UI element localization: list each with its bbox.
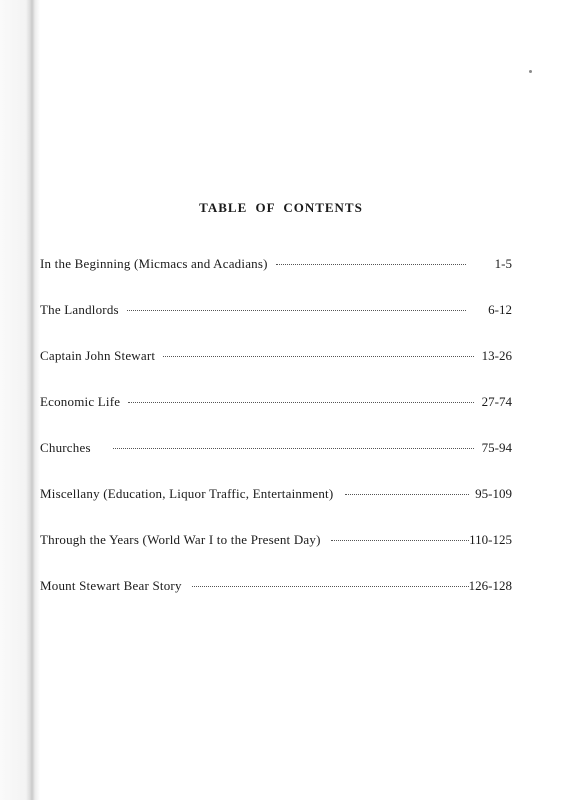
toc-entry-title: Captain John Stewart [40, 348, 156, 363]
toc-entry [40, 394, 512, 410]
dot-leader [113, 448, 474, 449]
toc-entry [40, 440, 512, 456]
scan-speck [529, 70, 532, 73]
toc-entry-pages: 95-109 [475, 486, 512, 501]
dot-leader [192, 586, 469, 587]
toc-entry-pages: 13-26 [481, 348, 512, 363]
toc-entry [40, 348, 512, 364]
dot-leader [276, 264, 466, 265]
toc-entry [40, 486, 512, 502]
toc-entry [40, 256, 512, 272]
toc-entry-pages: 1-5 [494, 256, 512, 271]
dot-leader [331, 540, 470, 541]
toc-entry-title: In the Beginning (Micmacs and Acadians) [40, 256, 268, 271]
toc-entry-pages: 6-12 [488, 302, 512, 317]
toc-entry-title: Churches [40, 440, 91, 455]
toc-entry-title: Economic Life [40, 394, 121, 409]
toc-entry-title: Miscellany (Education, Liquor Traffic, Entertainment) [40, 486, 334, 501]
dot-leader [163, 356, 474, 357]
toc-entry-title: Through the Years (World War I to the Present Day) [40, 532, 321, 547]
dot-leader [128, 402, 474, 403]
toc-entry-pages: 126-128 [468, 578, 512, 593]
dot-leader [127, 310, 466, 311]
toc-entry [40, 578, 512, 594]
scan-binding-shadow [0, 0, 40, 800]
toc-entry-pages: 27-74 [481, 394, 512, 409]
toc-heading: TABLE OF CONTENTS [199, 200, 363, 215]
toc-entry [40, 532, 512, 548]
toc-entry-title: The Landlords [40, 302, 119, 317]
dot-leader [345, 494, 469, 495]
toc-entry-pages: 110-125 [469, 532, 512, 547]
toc-entry-pages: 75-94 [481, 440, 512, 455]
toc-entry-title: Mount Stewart Bear Story [40, 578, 182, 593]
toc-entry [40, 302, 512, 318]
